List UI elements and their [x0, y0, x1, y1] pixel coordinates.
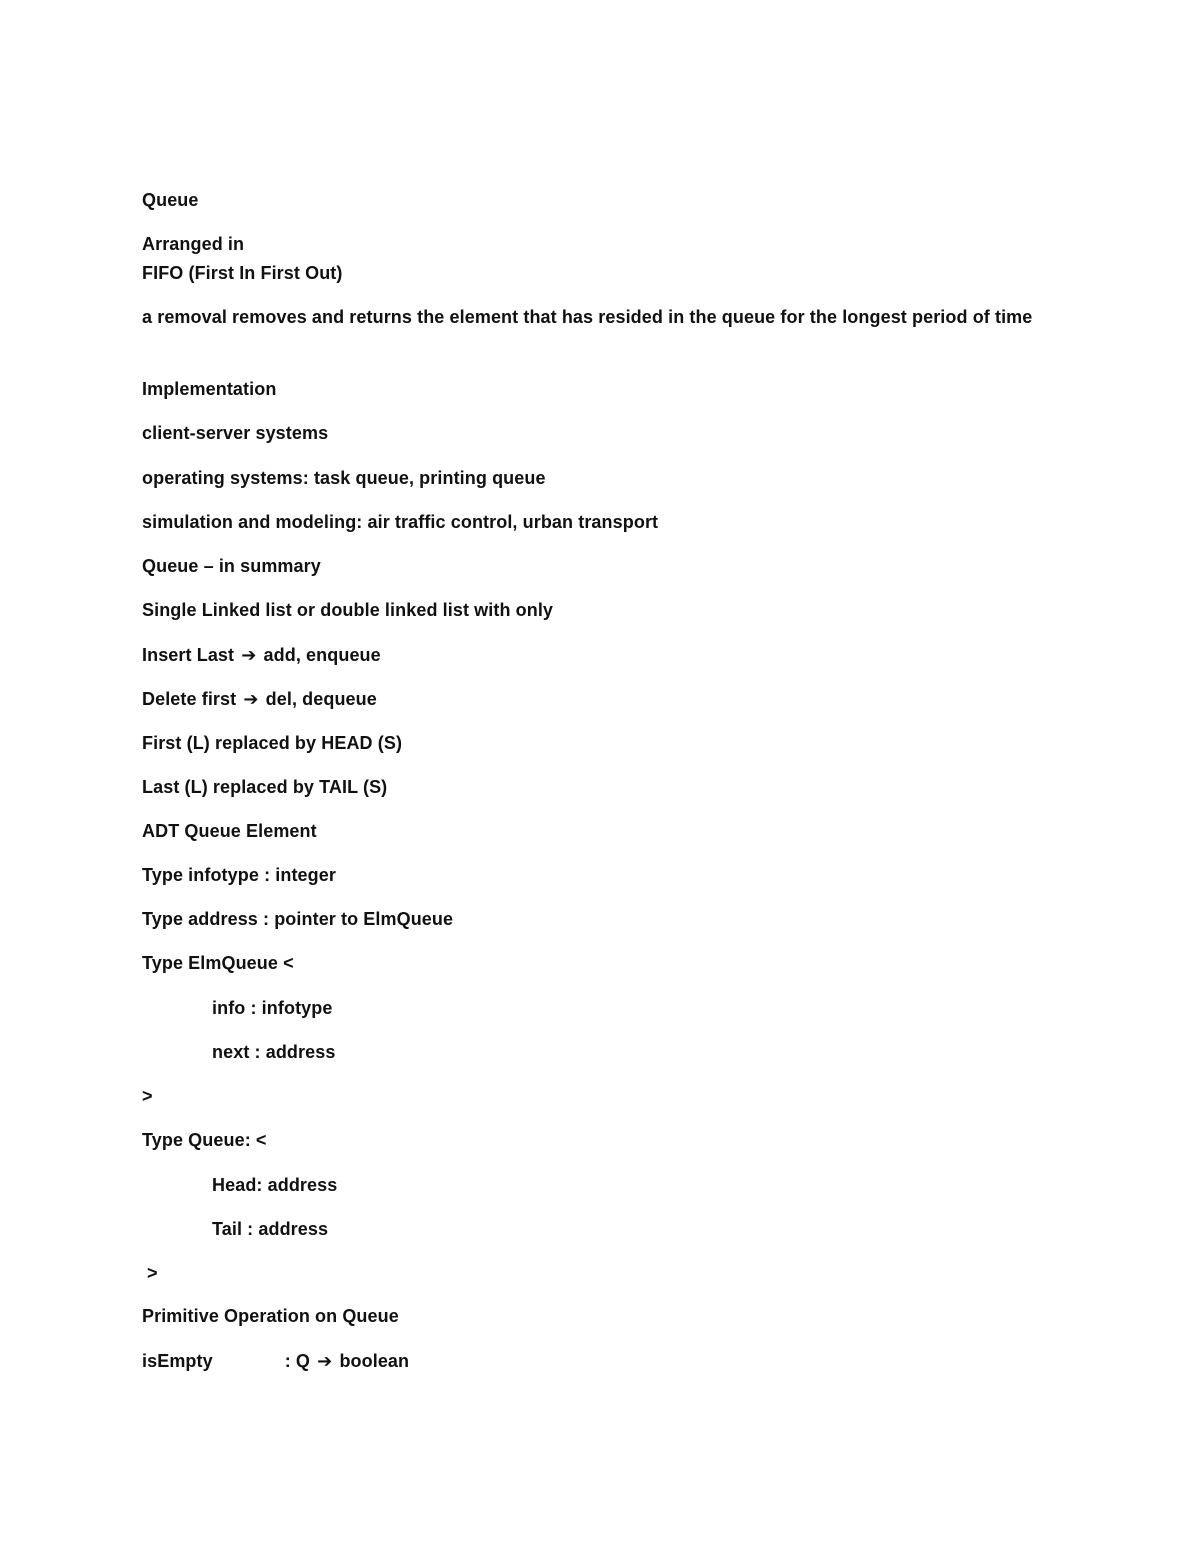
heading-queue: Queue	[142, 190, 199, 210]
text-insert-last	[142, 644, 381, 666]
text-simulation: simulation and modeling: air traffic control, urban transport	[142, 512, 659, 532]
isempty-param: : Q	[284, 1351, 311, 1371]
text-field-next: next : address	[212, 1042, 336, 1062]
right-arrow-icon: ➔	[317, 1351, 333, 1371]
text-fifo: FIFO (First In First Out)	[142, 263, 343, 283]
text-client-server: client-server systems	[142, 423, 329, 443]
text-first-replaced: First (L) replaced by HEAD (S)	[142, 733, 403, 753]
text-linked-list: Single Linked list or double linked list with only	[142, 600, 554, 620]
insert-last-label: Insert Last	[142, 645, 235, 665]
text-isempty	[142, 1350, 409, 1372]
insert-last-target: add, enqueue	[263, 645, 381, 665]
text-field-head: Head: address	[212, 1175, 338, 1195]
delete-first-label: Delete first	[142, 689, 237, 709]
text-delete-first	[142, 688, 377, 710]
text-type-infotype: Type infotype : integer	[142, 865, 336, 885]
text-close-elmqueue: >	[142, 1086, 153, 1106]
text-field-info: info : infotype	[212, 998, 333, 1018]
text-last-replaced: Last (L) replaced by TAIL (S)	[142, 777, 388, 797]
isempty-return: boolean	[339, 1351, 410, 1371]
heading-implementation: Implementation	[142, 379, 277, 399]
text-type-queue: Type Queue: <	[142, 1130, 267, 1150]
heading-primitive-operation: Primitive Operation on Queue	[142, 1306, 399, 1326]
text-arranged-in: Arranged in	[142, 234, 245, 254]
text-removal-description: a removal removes and returns the element that has resided in the queue for the longest period of time	[142, 307, 1033, 327]
text-type-elmqueue: Type ElmQueue <	[142, 953, 294, 973]
text-close-queue: >	[147, 1263, 158, 1283]
text-field-tail: Tail : address	[212, 1219, 329, 1239]
delete-first-target: del, dequeue	[265, 689, 377, 709]
text-type-address: Type address : pointer to ElmQueue	[142, 909, 454, 929]
right-arrow-icon: ➔	[241, 645, 257, 665]
isempty-label: isEmpty	[142, 1351, 213, 1371]
heading-queue-summary: Queue – in summary	[142, 556, 321, 576]
right-arrow-icon: ➔	[243, 689, 259, 709]
heading-adt-queue-element: ADT Queue Element	[142, 821, 317, 841]
text-operating-systems: operating systems: task queue, printing queue	[142, 468, 546, 488]
